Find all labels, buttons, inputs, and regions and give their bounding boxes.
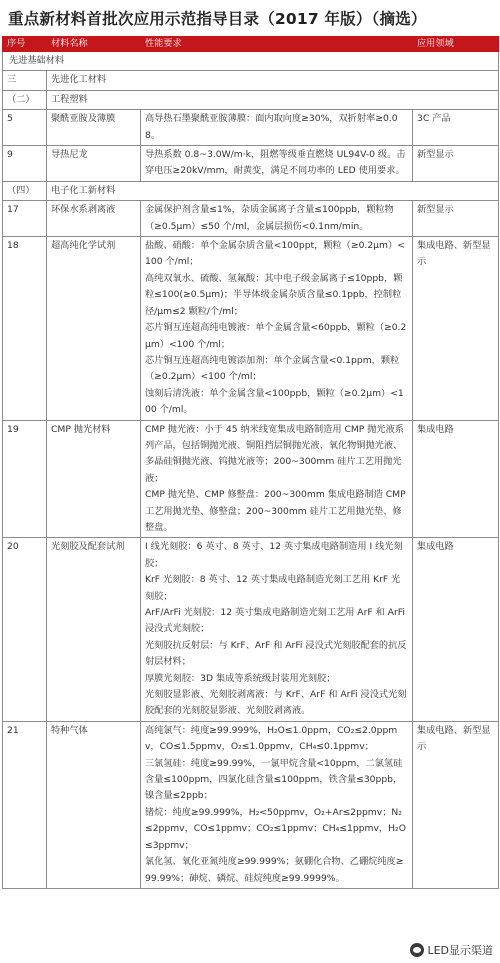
table-row — [3, 420, 499, 538]
table-row — [3, 110, 499, 146]
row-number: 19 — [3, 420, 47, 538]
row-number: 20 — [3, 538, 47, 721]
section-label: 先进基础材料 — [3, 52, 499, 71]
requirements — [141, 146, 413, 182]
row-number: 21 — [3, 721, 47, 888]
header-name: 材料名称 — [47, 37, 141, 52]
section-number: （二） — [3, 90, 47, 109]
requirements — [141, 420, 413, 538]
requirement-line: 蚀刻后清洗液：单个金属含量<100ppb，颗粒（≥0.2μm）<100 个/ml。 — [145, 387, 404, 416]
table-row — [3, 538, 499, 721]
requirement-line: ArF/ArFi 光刻胶：12 英寸集成电路制造光刻工艺用 ArF 和 ArFi 浸没式光刻胶； — [145, 607, 405, 635]
requirement-line: CMP 抛光液：小于 45 纳米线宽集成电路制造用 CMP 抛光液系列产品，包括铜抛光液、铜阻挡层铜抛光液、氧化物铜抛光液、多晶硅铜抛光液、钨抛光液等；200~300mm 硅片工艺用抛光液； — [145, 423, 404, 484]
requirement-line: CMP 抛光垫、CMP 修整盘：200~300mm 集成电路制造 CMP 工艺用抛光垫、修整盘；200~300mm 硅片工艺用抛光垫、修整盘。 — [145, 489, 406, 533]
material-name: 超高纯化学试剂 — [47, 237, 141, 420]
requirement-line: 高导热石墨聚酰亚胺薄膜：面内取向度≥30%，双折射率≥0.08。 — [145, 113, 398, 141]
row-number: 5 — [3, 110, 47, 146]
requirement-line: 厚膜光刻胶：3D 集成等系统级封装用光刻胶； — [145, 672, 336, 684]
material-name: CMP 抛光材料 — [47, 420, 141, 538]
table-row — [3, 201, 499, 237]
material-name: 环保水系剥离液 — [47, 201, 141, 237]
section-row-electronic-chemicals — [3, 181, 499, 200]
row-number: 18 — [3, 237, 47, 420]
requirement-line: 盐酸、硝酸：单个金属杂质含量<100ppt，颗粒（≥0.2μm）<100 个/ml； — [145, 240, 405, 268]
requirement-line: 三氯氢硅：纯度≥99.99%，一氯甲烷含量<10ppm，二氯氢硅含量≤100ppm，四氯化硅含量≤100ppm，铁含量≤30ppb，镍含量≤2ppb； — [145, 757, 403, 802]
application-field: 集成电路、新型显示 — [413, 237, 499, 420]
requirement-line: 芯片铜互连超高纯电镀添加剂：单个金属含量<0.1ppm，颗粒（≥0.2μm）<100 个/ml； — [145, 354, 400, 383]
table-header-row — [3, 37, 499, 52]
watermark — [407, 941, 496, 959]
application-field: 集成电路 — [413, 538, 499, 721]
requirement-line: 芯片铜互连超高纯电镀液：单个金属含量<60ppb，颗粒（≥0.2μm）<100 个/ml； — [145, 322, 407, 350]
requirement-line: 锗烷：纯度≥99.999%，H₂<50ppmv，O₂+Ar≤2ppmv；N₂≤2ppmv，CO≤1ppmv；CO₂≤1ppmv；CH₄≤1ppmv，H₂O≤3ppmv； — [145, 806, 406, 851]
section-label: 电子化工新材料 — [47, 181, 499, 200]
requirement-line: 高纯双氧水、硫酸、氢氟酸：其中电子级金属离子≤10ppb，颗粒≤100(≥0.5μm)；半导体级金属杂质含量≤0.1ppb，控制粒径/μm≤2 颗粒/个/ml； — [145, 272, 403, 317]
row-number: 17 — [3, 201, 47, 237]
catalog-table — [2, 36, 499, 889]
application-field: 集成电路、新型显示 — [413, 721, 499, 888]
requirement-line: 氯化氢、氧化亚氮纯度≥99.999%；氨硼化合物、乙硼烷纯度≥99.99%；砷烷、磷烷、硅烷纯度≥99.9999%。 — [145, 856, 404, 884]
requirements — [141, 110, 413, 146]
section-label: 先进化工材料 — [47, 71, 499, 90]
application-field: 新型显示 — [413, 146, 499, 182]
requirement-line: 光刻胶抗反射层：与 KrF、ArF 和 ArFi 浸没式光刻胶配套的抗反射层材料； — [145, 639, 407, 668]
requirements — [141, 201, 413, 237]
application-field: 集成电路 — [413, 420, 499, 538]
table-row — [3, 721, 499, 888]
material-name: 聚酰亚胺及薄膜 — [47, 110, 141, 146]
section-number: 三 — [3, 71, 47, 90]
table-row — [3, 146, 499, 182]
application-field: 3C 产品 — [413, 110, 499, 146]
material-name: 光刻胶及配套试剂 — [47, 538, 141, 721]
section-number: （四） — [3, 181, 47, 200]
requirements — [141, 721, 413, 888]
material-name: 导热尼龙 — [47, 146, 141, 182]
wechat-icon — [410, 943, 424, 957]
header-no: 序号 — [3, 37, 47, 52]
watermark-label: LED显示渠道 — [427, 944, 493, 957]
requirement-line: 导热系数 0.8~3.0W/m·k，阻燃等级垂直燃烧 UL94V-0 级。击穿电压≥20kV/mm，耐黄变，满足不同功率的 LED 使用要求。 — [145, 149, 406, 177]
application-field: 新型显示 — [413, 201, 499, 237]
section-row-engineering-plastics — [3, 90, 499, 109]
table-row — [3, 237, 499, 420]
header-field: 应用领域 — [413, 37, 499, 52]
requirement-line: KrF 光刻胶：8 英寸、12 英寸集成电路制造光刻工艺用 KrF 光刻胶； — [145, 574, 401, 602]
section-row-chemical — [3, 71, 499, 90]
requirement-line: 光刻胶显影液、光刻胶剥离液：与 KrF、ArF 和 ArFi 浸没式光刻胶配套的光刻胶显影液、光刻胶剥离液。 — [145, 689, 407, 717]
row-number: 9 — [3, 146, 47, 182]
requirement-line: 高纯氯气：纯度≥99.999%，H₂O≤1.0ppm，CO₂≤2.0ppmv，CO≤1.5ppmv，O₂≤1.0ppmv，CH₄≤0.1ppmv； — [145, 724, 398, 753]
material-name: 特种气体 — [47, 721, 141, 888]
requirements — [141, 538, 413, 721]
section-label: 工程塑料 — [47, 90, 499, 109]
requirement-line: 金属保护剂含量≤1%，杂质金属离子含量≤100ppb，颗粒物（≥0.5μm）≤50 个/ml，金属层损伤<0.1nm/min。 — [145, 204, 394, 232]
document-title: 重点新材料首批次应用示范指导目录（2017 年版）（摘选） — [8, 10, 427, 28]
section-row-advanced-basic — [3, 52, 499, 71]
requirement-line: I 线光刻胶：6 英寸、8 英寸、12 英寸集成电路制造用 I 线光刻胶； — [145, 541, 403, 569]
header-requirements: 性能要求 — [141, 37, 413, 52]
requirements — [141, 237, 413, 420]
